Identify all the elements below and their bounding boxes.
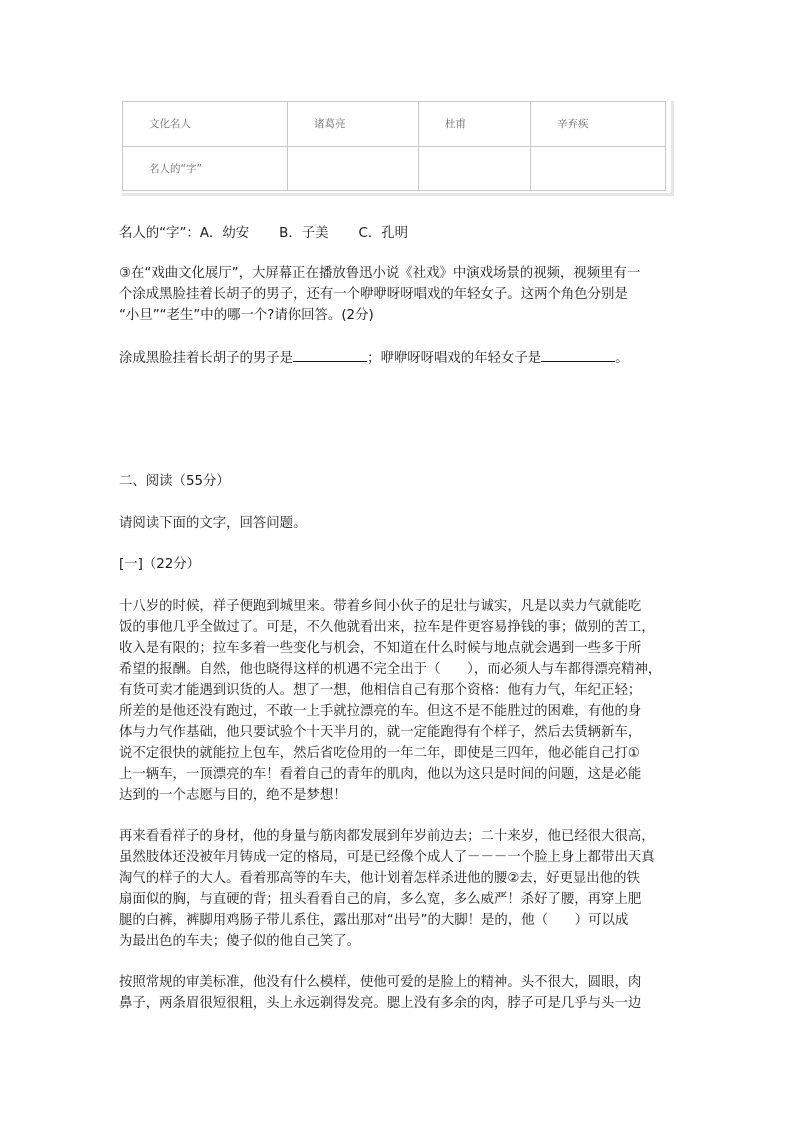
question-3-line: “小旦”“老生”中的哪一个?请你回答。(2分): [119, 308, 374, 323]
passage-line: 扇面似的胸，与直硬的背；扭头看看自己的肩，多么宽，多么威严！杀好了腰，再穿上肥: [119, 892, 642, 907]
passage-line: 淘气的样子的大人。看着那高等的车夫，他计划着怎样杀进他的腰②去，好更显出他的铁: [119, 871, 640, 886]
question-3-answer-line: [119, 347, 679, 369]
options-prefix: 名人的“字”：: [119, 226, 200, 241]
passage-line: 收入是有限的；拉车多着一些变化与机会，不知道在什么时候与地点就会遇到一些多于所: [119, 641, 642, 656]
passage-line: 鼻子，两条眉很短很粗，头上永远剃得发亮。腮上没有多余的肉，脖子可是几乎与头一边: [119, 996, 642, 1011]
answer-prompt-2: ；咿咿呀呀唱戏的年轻女子是: [367, 351, 542, 366]
passage-line: 有货可卖才能遇到识货的人。想了一想，他相信自己有那个资格：他有力气，年纪正轻；: [119, 683, 642, 698]
table-cell: 辛弃疾: [531, 102, 666, 147]
part-heading: [一]（22分）: [119, 557, 201, 572]
passage-line: 希望的报酬。自然，他也晓得这样的机遇不完全出于（ ），而必须人与车都得漂亮精神，: [119, 662, 662, 677]
answer-end: 。: [615, 351, 629, 366]
reading-instruction: 请阅读下面的文字，回答问题。: [119, 516, 307, 531]
table-cell: 杜甫: [419, 102, 531, 147]
passage-line: 达到的一个志愿与目的，绝不是梦想！: [119, 788, 347, 803]
question-3-line: 个涂成黑脸挂着长胡子的男子，还有一个咿咿呀呀唱戏的年轻女子。这两个角色分别是: [119, 287, 628, 302]
answer-cell-du-fu[interactable]: [419, 146, 531, 191]
table-header-row: [123, 102, 666, 147]
answer-blank-2[interactable]: [541, 347, 615, 362]
answer-cell-zhuge-liang[interactable]: [288, 146, 419, 191]
passage-line: 所差的是他还没有跑过，不敢一上手就拉漂亮的车。但这不是不能胜过的困难，有他的身: [119, 704, 642, 719]
table-cell: 文化名人: [123, 102, 288, 147]
option-c: C．孔明: [358, 226, 409, 241]
passage-line: 再来看看祥子的身材，他的身量与筋肉都发展到年岁前边去；二十来岁，他已经很大很高，: [119, 829, 655, 844]
passage-line: 腿的白裤，裤脚用鸡肠子带儿系住，露出那对“出号”的大脚！是的，他（ ）可以成: [119, 913, 629, 928]
option-b: B．子美: [279, 226, 329, 241]
answer-blank-1[interactable]: [293, 347, 367, 362]
passage-line: 十八岁的时候，祥子便跑到城里来。带着乡间小伙子的足壮与诚实，凡是以卖力气就能吃: [119, 599, 642, 614]
question-3-line: ③在“戏曲文化展厅”，大屏幕正在播放鲁迅小说《社戏》中演戏场景的视频，视频里有一: [119, 266, 641, 281]
table-cell: 诸葛亮: [288, 102, 419, 147]
passage-line: 饭的事他几乎全做过了。可是，不久他就看出来，拉车是件更容易挣钱的事；做别的苦工，: [119, 620, 655, 635]
passage-line: 按照常规的审美标准，他没有什么模样，使他可爱的是脸上的精神。头不很大，圆眼，肉: [119, 975, 642, 990]
option-a: A．幼安: [199, 226, 250, 241]
options-line: [119, 223, 679, 244]
passage-line: 说不定很快的就能拉上包车，然后省吃俭用的一年二年，即使是三四年，他必能自己打①: [119, 746, 640, 761]
culture-figures-table: [122, 101, 666, 191]
passage-line: 体与力气作基础，他只要试验个十天半月的，就一定能跑得有个样子，然后去赁辆新车，: [119, 725, 642, 740]
passage-line: 为最出色的车夫；傻子似的他自己笑了。: [119, 934, 361, 949]
table-cell: 名人的“字”: [123, 146, 288, 191]
culture-table: [122, 101, 674, 196]
passage-line: 虽然肢体还没被年月铸成一定的格局，可是已经像个成人了－－－一个脸上身上都带出天真: [119, 850, 655, 865]
answer-prompt-1: 涂成黑脸挂着长胡子的男子是: [119, 351, 294, 366]
table-row: [123, 146, 666, 191]
section-title: 二、阅读（55分）: [119, 474, 230, 489]
passage-line: 上一辆车，一顶漂亮的车！看着自己的青年的肌肉，他以为这只是时间的问题，这是必能: [119, 767, 642, 782]
answer-cell-xin-qiji[interactable]: [531, 146, 666, 191]
